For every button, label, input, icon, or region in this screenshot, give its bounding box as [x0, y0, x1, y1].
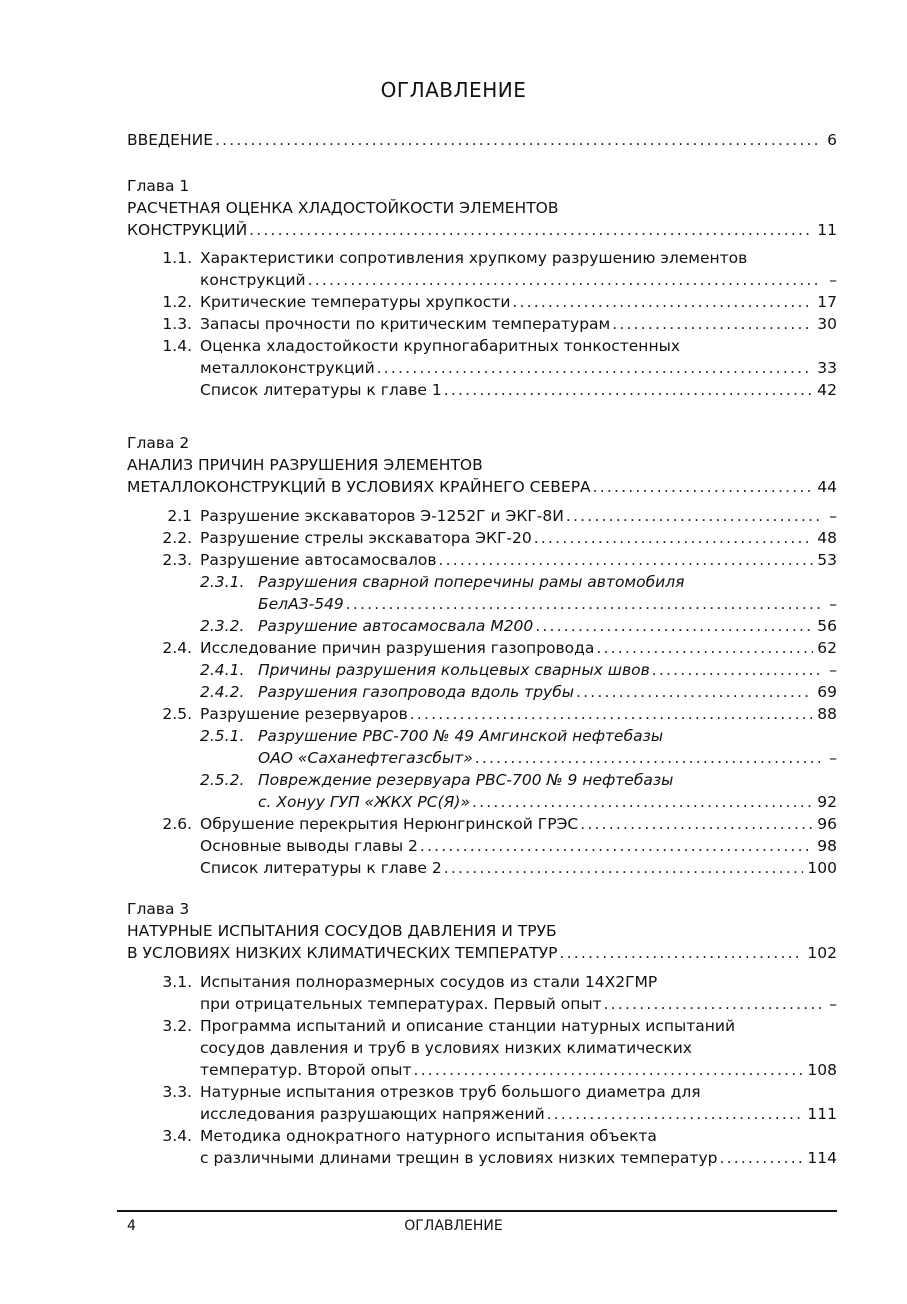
- section-title-text: Разрушение экскаваторов Э-1252Г и ЭКГ-8И: [200, 507, 564, 525]
- toc-entry-1-4[interactable]: [200, 357, 837, 379]
- chapter-label: Глава 1: [127, 177, 190, 195]
- subsection-title-line: [258, 769, 837, 791]
- section-number: 3.3.: [162, 1083, 192, 1101]
- section-title-text: сосудов давления и труб в условиях низких климатических: [200, 1039, 692, 1057]
- section-title-text: Разрушение стрелы экскаватора ЭКГ-20: [200, 529, 532, 547]
- section-number: 1.1.: [162, 249, 192, 267]
- toc-entry-3-1[interactable]: [200, 993, 837, 1015]
- subsection-title-line: [258, 725, 837, 747]
- section-title-text: конструкций: [200, 271, 306, 289]
- section-title-text: Запасы прочности по критическим температурам: [200, 315, 611, 333]
- toc-entry-3-2[interactable]: [200, 1059, 837, 1081]
- toc-entry-2-3-1[interactable]: [258, 593, 837, 615]
- section-title-text: Оценка хладостойкости крупногабаритных тонкостенных: [200, 337, 680, 355]
- footer-running-title: ОГЛАВЛЕНИЕ: [404, 1218, 503, 1234]
- section-title-text: металлоконструкций: [200, 359, 375, 377]
- section-title-text: Разрушение резервуаров: [200, 705, 408, 723]
- leader-dots: [512, 291, 813, 313]
- section-title-line: [200, 247, 837, 269]
- leader-dots: [534, 527, 814, 549]
- subsection-title-text: Повреждение резервуара РВС-700 № 9 нефтебазы: [258, 771, 674, 789]
- toc-page-number: 100: [807, 859, 837, 877]
- section-number: 2.3.: [162, 551, 192, 569]
- subsection-title-text: с. Хонуу ГУП «ЖКХ РС(Я)»: [258, 793, 470, 811]
- chapter-title-text: АНАЛИЗ ПРИЧИН РАЗРУШЕНИЯ ЭЛЕМЕНТОВ: [127, 456, 483, 474]
- section-number: 2.4.: [162, 639, 192, 657]
- toc-entry-2-4-1[interactable]: [258, 659, 837, 681]
- toc-page-number: –: [829, 271, 837, 289]
- section-number: 2.2.: [162, 529, 192, 547]
- toc-page-number: 98: [817, 837, 837, 855]
- leader-dots: [566, 505, 821, 527]
- section-number: 2.1: [167, 507, 192, 525]
- section-title-text: Разрушение автосамосвалов: [200, 551, 437, 569]
- leader-dots: [414, 1059, 804, 1081]
- section-title-text: Методика однократного натурного испытания объекта: [200, 1127, 657, 1145]
- leader-dots: [475, 747, 821, 769]
- toc-entry-2-4[interactable]: [200, 637, 837, 659]
- toc-entry-2-1[interactable]: [200, 505, 837, 527]
- toc-entry-2-3[interactable]: [200, 549, 837, 571]
- toc-entry-2-5[interactable]: [200, 703, 837, 725]
- chapter-title-text: В УСЛОВИЯХ НИЗКИХ КЛИМАТИЧЕСКИХ ТЕМПЕРАТУР: [127, 944, 558, 962]
- chapter-title-text: НАТУРНЫЕ ИСПЫТАНИЯ СОСУДОВ ДАВЛЕНИЯ И ТРУБ: [127, 922, 557, 940]
- toc-entry-chapter-2[interactable]: [127, 476, 837, 498]
- subsection-title-text: ОАО «Саханефтегазсбыт»: [258, 749, 473, 767]
- toc-page-number: 30: [817, 315, 837, 333]
- toc-entry-title: ВВЕДЕНИЕ: [127, 131, 214, 149]
- section-title-text: Основные выводы главы 2: [200, 837, 418, 855]
- section-title-text: с различными длинами трещин в условиях низких температур: [200, 1149, 718, 1167]
- section-title-line: [200, 1037, 837, 1059]
- leader-dots: [249, 219, 813, 241]
- toc-entry-intro[interactable]: [127, 129, 837, 151]
- toc-page-number: 88: [817, 705, 837, 723]
- section-number: 2.5.: [162, 705, 192, 723]
- section-number: 3.2.: [162, 1017, 192, 1035]
- section-title-text: Обрушение перекрытия Нерюнгринской ГРЭС: [200, 815, 579, 833]
- toc-entry-2-5-2[interactable]: [258, 791, 837, 813]
- toc-entry-2-3-2[interactable]: [258, 615, 837, 637]
- section-title-line: [200, 335, 837, 357]
- subsection-title-line: [258, 571, 837, 593]
- toc-entry-1-1[interactable]: [200, 269, 837, 291]
- leader-dots: [580, 813, 813, 835]
- chapter-title-text: КОНСТРУКЦИЙ: [127, 221, 248, 239]
- toc-page-number: 33: [817, 359, 837, 377]
- section-number: 2.6.: [162, 815, 192, 833]
- leader-dots: [346, 593, 821, 615]
- leader-dots: [596, 637, 813, 659]
- toc-page-number: 56: [817, 617, 837, 635]
- subsection-title-text: Разрушение РВС-700 № 49 Амгинской нефтебазы: [258, 727, 664, 745]
- toc-entry-3-3[interactable]: [200, 1103, 837, 1125]
- subsection-title-text: Разрушение автосамосвала М200: [258, 617, 534, 635]
- toc-page-number: 6: [827, 131, 837, 149]
- chapter-title-line: [127, 920, 837, 942]
- leader-dots: [215, 129, 821, 151]
- section-number: 1.4.: [162, 337, 192, 355]
- section-title-line: [200, 971, 837, 993]
- toc-entry-2-6[interactable]: [200, 813, 837, 835]
- subsection-title-text: Причины разрушения кольцевых сварных швов: [258, 661, 650, 679]
- toc-page-number: 92: [817, 793, 837, 811]
- toc-page-number: 96: [817, 815, 837, 833]
- toc-page-number: –: [829, 595, 837, 613]
- leader-dots: [576, 681, 813, 703]
- toc-page-number: 108: [807, 1061, 837, 1079]
- toc-page-number: –: [829, 749, 837, 767]
- section-title-line: [200, 1125, 837, 1147]
- section-title-text: Натурные испытания отрезков труб большого диаметра для: [200, 1083, 701, 1101]
- toc-page-number: 62: [817, 639, 837, 657]
- footer-page-number: 4: [127, 1218, 136, 1234]
- chapter-label: Глава 2: [127, 434, 190, 452]
- section-number: 3.1.: [162, 973, 192, 991]
- toc-entry-conclusions-2[interactable]: [200, 835, 837, 857]
- toc-page-number: 111: [807, 1105, 837, 1123]
- toc-page-number: 17: [817, 293, 837, 311]
- toc-entry-references-1[interactable]: [200, 379, 837, 401]
- section-number: 1.3.: [162, 315, 192, 333]
- subsection-title-text: Разрушения газопровода вдоль трубы: [258, 683, 575, 701]
- section-title-text: Характеристики сопротивления хрупкому разрушению элементов: [200, 249, 748, 267]
- subsection-number: 2.4.2.: [200, 683, 245, 701]
- toc-page-number: 53: [817, 551, 837, 569]
- subsection-number: 2.5.2.: [200, 771, 245, 789]
- section-title-text: Испытания полноразмерных сосудов из стали 14Х2ГМР: [200, 973, 658, 991]
- footer-rule: [117, 1210, 837, 1212]
- chapter-title-text: МЕТАЛЛОКОНСТРУКЦИЙ В УСЛОВИЯХ КРАЙНЕГО СЕВЕРА: [127, 478, 591, 496]
- section-title-text: Список литературы к главе 1: [200, 381, 442, 399]
- toc-entry-chapter-3[interactable]: [127, 942, 837, 964]
- subsection-title-text: Разрушения сварной поперечины рамы автомобиля: [258, 573, 685, 591]
- toc-page-number: 102: [807, 944, 837, 962]
- toc-page-number: –: [829, 661, 837, 679]
- leader-dots: [719, 1147, 803, 1169]
- leader-dots: [439, 549, 814, 571]
- toc-entry-references-2[interactable]: [200, 857, 837, 879]
- section-title-text: исследования разрушающих напряжений: [200, 1105, 545, 1123]
- subsection-number: 2.3.1.: [200, 573, 245, 591]
- subsection-title-text: БелАЗ-549: [258, 595, 344, 613]
- section-title-line: [200, 1081, 837, 1103]
- chapter-title-line: [127, 454, 837, 476]
- toc-page-number: 48: [817, 529, 837, 547]
- leader-dots: [410, 703, 814, 725]
- chapter-label: Глава 3: [127, 900, 190, 918]
- toc-entry-3-4[interactable]: [200, 1147, 837, 1169]
- leader-dots: [547, 1103, 804, 1125]
- leader-dots: [308, 269, 821, 291]
- chapter-title-text: РАСЧЕТНАЯ ОЦЕНКА ХЛАДОСТОЙКОСТИ ЭЛЕМЕНТОВ: [127, 199, 559, 217]
- leader-dots: [593, 476, 814, 498]
- section-title-text: температур. Второй опыт: [200, 1061, 412, 1079]
- toc-page-number: 42: [817, 381, 837, 399]
- toc-entry-2-5-1[interactable]: [258, 747, 837, 769]
- leader-dots: [444, 379, 814, 401]
- leader-dots: [652, 659, 821, 681]
- section-title-line: [200, 1015, 837, 1037]
- toc-page-number: 44: [817, 478, 837, 496]
- leader-dots: [377, 357, 814, 379]
- section-title-text: Список литературы к главе 2: [200, 859, 442, 877]
- leader-dots: [444, 857, 804, 879]
- section-number: 1.2.: [162, 293, 192, 311]
- toc-page-number: 69: [817, 683, 837, 701]
- subsection-number: 2.5.1.: [200, 727, 245, 745]
- toc-page-number: 114: [807, 1149, 837, 1167]
- leader-dots: [604, 993, 821, 1015]
- chapter-title-line: [127, 197, 837, 219]
- toc-page-number: –: [829, 507, 837, 525]
- subsection-number: 2.3.2.: [200, 617, 245, 635]
- section-title-text: при отрицательных температурах. Первый опыт: [200, 995, 602, 1013]
- page-title: ОГЛАВЛЕНИЕ: [380, 78, 527, 102]
- leader-dots: [420, 835, 813, 857]
- leader-dots: [535, 615, 813, 637]
- toc-entry-2-4-2[interactable]: [258, 681, 837, 703]
- subsection-number: 2.4.1.: [200, 661, 245, 679]
- section-number: 3.4.: [162, 1127, 192, 1145]
- toc-entry-chapter-1[interactable]: [127, 219, 837, 241]
- toc-entry-2-2[interactable]: [200, 527, 837, 549]
- toc-entry-1-2[interactable]: [200, 291, 837, 313]
- leader-dots: [560, 942, 804, 964]
- leader-dots: [612, 313, 813, 335]
- section-title-text: Программа испытаний и описание станции натурных испытаний: [200, 1017, 736, 1035]
- toc-page-number: –: [829, 995, 837, 1013]
- section-title-text: Исследование причин разрушения газопровода: [200, 639, 595, 657]
- toc-entry-1-3[interactable]: [200, 313, 837, 335]
- section-title-text: Критические температуры хрупкости: [200, 293, 511, 311]
- leader-dots: [472, 791, 813, 813]
- toc-page-number: 11: [817, 221, 837, 239]
